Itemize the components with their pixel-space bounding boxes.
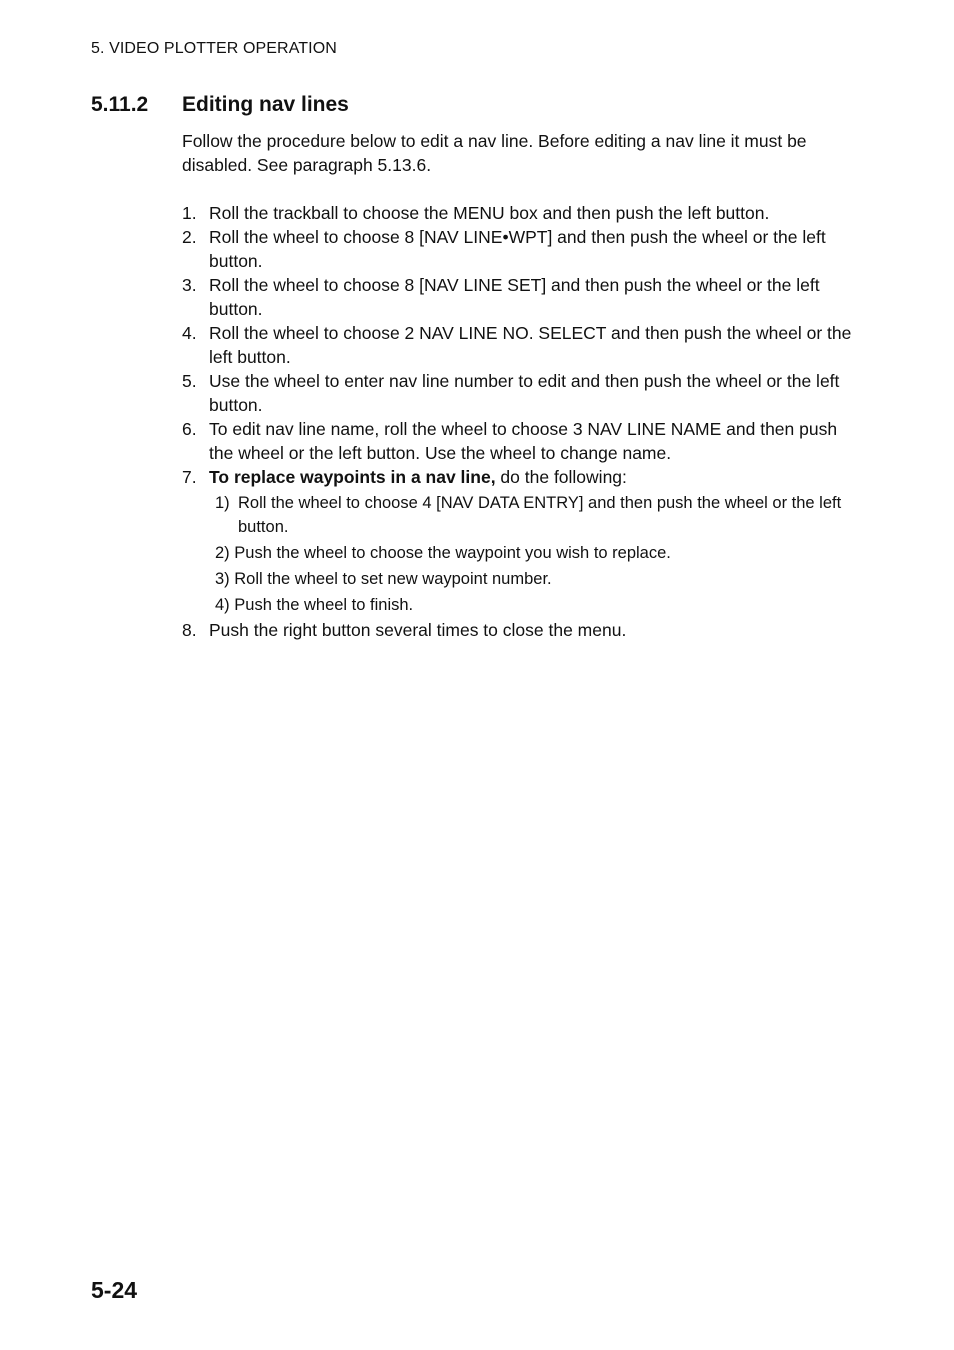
step-item [182,201,854,225]
step-number: 3. [182,275,197,295]
substep-text: Roll the wheel to choose 4 [NAV DATA ENTRY] and then push the wheel or the left button. [238,494,842,536]
step-item [182,417,854,465]
step-item [182,273,854,321]
substep-number: 3) [215,570,230,588]
step-number: 2. [182,227,197,247]
substep-item [215,491,854,539]
intro-paragraph: Follow the procedure below to edit a nav line. Before editing a nav line it must be disabled. See paragraph 5.13.6. [182,131,807,175]
substep-number: 2) [215,544,230,562]
page-number: 5-24 [91,1277,138,1303]
section-number: 5.11.2 [91,93,149,116]
step-text: Push the right button several times to close the menu. [209,620,627,640]
substep-item [215,541,854,565]
procedure-steps [182,201,854,642]
step-text: Roll the wheel to choose 2 NAV LINE NO. SELECT and then push the wheel or the left button. [209,323,852,367]
step-number: 4. [182,323,197,343]
substep-text: Push the wheel to finish. [234,596,414,614]
substep-number: 4) [215,596,230,614]
substeps-list [215,491,854,617]
substep-item [215,593,854,617]
section-title: Editing nav lines [182,93,349,116]
step-number: 8. [182,620,197,640]
step-item [182,618,854,642]
step-item [182,321,854,369]
step-text: Roll the wheel to choose 8 [NAV LINE SET] and then push the wheel or the left button. [209,275,820,319]
step-number: 7. [182,467,197,487]
substep-text: Roll the wheel to set new waypoint number. [234,570,552,588]
step-number: 5. [182,371,197,391]
step-item [182,225,854,273]
running-header: 5. VIDEO PLOTTER OPERATION [91,40,337,57]
step-text: To edit nav line name, roll the wheel to choose 3 NAV LINE NAME and then push the wheel or the left button. Use the wheel to change name. [209,419,838,463]
step-text: Use the wheel to enter nav line number to edit and then push the wheel or the left button. [209,371,840,415]
step-item [182,465,854,617]
step-text: Roll the wheel to choose 8 [NAV LINE•WPT] and then push the wheel or the left button. [209,227,826,271]
substep-text: Push the wheel to choose the waypoint you wish to replace. [234,544,671,562]
substep-number: 1) [215,494,230,512]
step-text: Roll the trackball to choose the MENU box and then push the left button. [209,203,770,223]
substep-item [215,567,854,591]
step-number: 6. [182,419,197,439]
step-text: do the following: [495,467,627,487]
step-bold-lead: To replace waypoints in a nav line, [209,467,496,487]
step-number: 1. [182,203,197,223]
section-heading [91,93,349,117]
step-item [182,369,854,417]
